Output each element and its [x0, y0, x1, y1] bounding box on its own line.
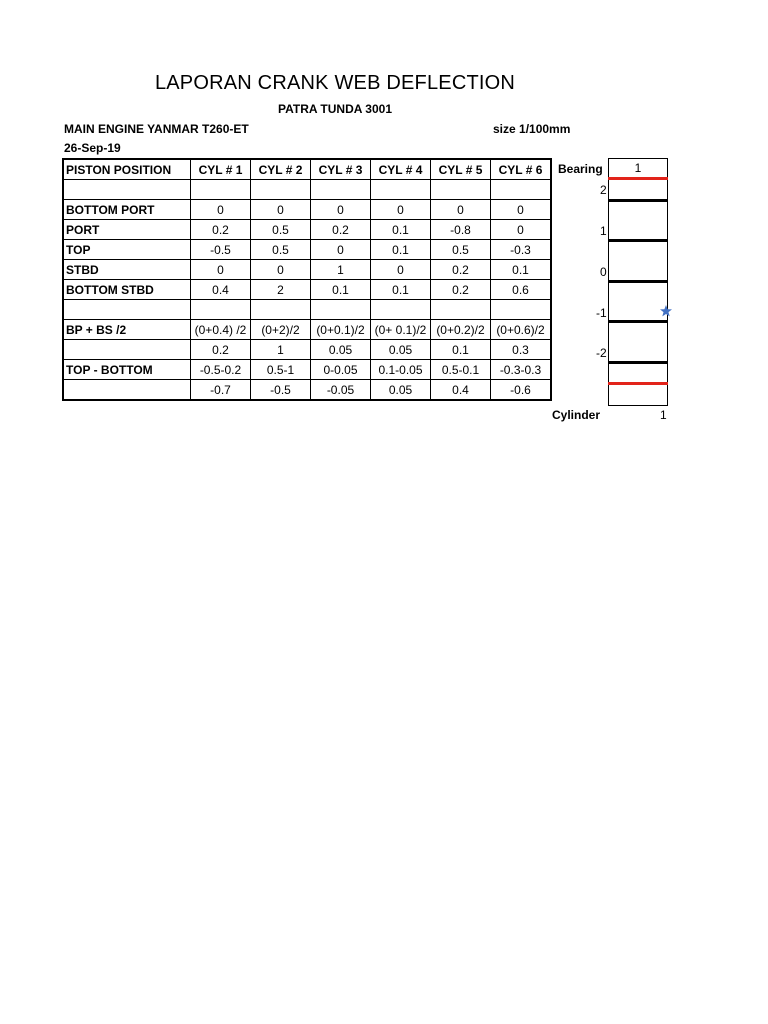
table-cell: 0.1	[371, 240, 431, 260]
table-cell: (0+0.2)/2	[431, 320, 491, 340]
table-cell	[311, 180, 371, 200]
vessel-name: PATRA TUNDA 3001	[277, 102, 393, 116]
table-cell: 0	[191, 260, 251, 280]
table-row	[63, 200, 551, 220]
table-cell: 0.5	[431, 240, 491, 260]
column-header: CYL # 1	[191, 159, 251, 180]
table-cell	[251, 180, 311, 200]
y-tick-label: 2	[600, 183, 607, 197]
table-row	[63, 180, 551, 200]
data-point-star-icon	[660, 305, 670, 317]
table-cell: 0.4	[191, 280, 251, 300]
cylinder-axis-value: 1	[660, 408, 667, 422]
table-cell: (0+2)/2	[251, 320, 311, 340]
red-limit-line-top	[608, 177, 668, 180]
cylinder-axis-label: Cylinder	[552, 408, 601, 422]
table-cell: 0.2	[191, 220, 251, 240]
table-cell: (0+0.6)/2	[491, 320, 552, 340]
table-cell	[311, 300, 371, 320]
row-label: BOTTOM PORT	[63, 200, 191, 220]
table-cell: 0.2	[191, 340, 251, 360]
table-row	[63, 300, 551, 320]
red-limit-line-bottom	[608, 382, 668, 385]
table-cell: -0.5-0.2	[191, 360, 251, 380]
table-cell: 0.1	[371, 280, 431, 300]
table-cell: 0.1-0.05	[371, 360, 431, 380]
grid-line	[608, 239, 668, 242]
deflection-chart-plot	[608, 178, 668, 406]
table-cell	[191, 180, 251, 200]
table-cell: 0.2	[311, 220, 371, 240]
report-title: LAPORAN CRANK WEB DEFLECTION	[154, 72, 516, 94]
table-cell: 0.05	[371, 380, 431, 401]
table-cell: 0	[191, 200, 251, 220]
table-cell: 0	[491, 200, 552, 220]
y-tick-label: -1	[596, 306, 607, 320]
table-cell	[431, 300, 491, 320]
table-row	[63, 260, 551, 280]
y-tick-label: 1	[600, 224, 607, 238]
table-cell	[371, 300, 431, 320]
table-cell: 0.1	[491, 260, 552, 280]
table-cell: 0-0.05	[311, 360, 371, 380]
table-cell: 0.6	[491, 280, 552, 300]
table-cell: 0	[431, 200, 491, 220]
table-cell: 2	[251, 280, 311, 300]
row-label: TOP	[63, 240, 191, 260]
row-label	[63, 180, 191, 200]
table-cell: 0.4	[431, 380, 491, 401]
table-row	[63, 360, 551, 380]
column-header: CYL # 4	[371, 159, 431, 180]
table-cell: 0.5	[251, 240, 311, 260]
report-date: 26-Sep-19	[64, 141, 121, 155]
table-cell: 0	[371, 200, 431, 220]
column-header: CYL # 2	[251, 159, 311, 180]
table-cell: (0+ 0.1)/2	[371, 320, 431, 340]
table-cell: 0	[311, 240, 371, 260]
column-header: CYL # 3	[311, 159, 371, 180]
table-cell: 0.3	[491, 340, 552, 360]
table-cell	[431, 180, 491, 200]
y-tick-label: -2	[596, 346, 607, 360]
table-cell: 0	[311, 200, 371, 220]
table-cell: 0.2	[431, 260, 491, 280]
table-cell: (0+0.1)/2	[311, 320, 371, 340]
table-cell: 1	[311, 260, 371, 280]
row-label	[63, 340, 191, 360]
table-cell: 0.2	[431, 280, 491, 300]
table-row	[63, 380, 551, 401]
row-label: TOP - BOTTOM	[63, 360, 191, 380]
table-cell	[191, 300, 251, 320]
table-header-row	[63, 159, 551, 180]
table-cell	[251, 300, 311, 320]
engine-label: MAIN ENGINE YANMAR T260-ET	[64, 122, 249, 136]
table-row	[63, 240, 551, 260]
column-header: PISTON POSITION	[63, 159, 191, 180]
table-cell: (0+0.4) /2	[191, 320, 251, 340]
table-cell: 0.5-0.1	[431, 360, 491, 380]
size-label: size 1/100mm	[493, 122, 571, 136]
row-label	[63, 380, 191, 401]
deflection-table	[62, 158, 552, 401]
table-cell: 1	[251, 340, 311, 360]
table-cell: -0.05	[311, 380, 371, 401]
table-cell: 0	[251, 200, 311, 220]
table-cell	[491, 180, 552, 200]
table-cell: 0.1	[431, 340, 491, 360]
table-row	[63, 320, 551, 340]
bearing-value: 1	[634, 161, 642, 175]
row-label: BP + BS /2	[63, 320, 191, 340]
table-cell: 0.5	[251, 220, 311, 240]
table-cell	[491, 300, 552, 320]
table-row	[63, 340, 551, 360]
table-cell: -0.3-0.3	[491, 360, 552, 380]
grid-line	[608, 361, 668, 364]
row-label: BOTTOM STBD	[63, 280, 191, 300]
bearing-value-box	[608, 158, 668, 178]
table-cell: -0.8	[431, 220, 491, 240]
table-cell: -0.5	[251, 380, 311, 401]
column-header: CYL # 6	[491, 159, 552, 180]
table-cell	[371, 180, 431, 200]
table-cell: 0	[491, 220, 552, 240]
bearing-label: Bearing	[558, 162, 603, 176]
column-header: CYL # 5	[431, 159, 491, 180]
table-cell: 0.05	[371, 340, 431, 360]
table-cell: -0.5	[191, 240, 251, 260]
table-cell: -0.7	[191, 380, 251, 401]
table-cell: -0.6	[491, 380, 552, 401]
table-cell: 0	[371, 260, 431, 280]
table-cell: 0.1	[371, 220, 431, 240]
table-cell: 0.05	[311, 340, 371, 360]
table-cell: 0.5-1	[251, 360, 311, 380]
row-label: PORT	[63, 220, 191, 240]
grid-line	[608, 280, 668, 283]
grid-line	[608, 199, 668, 202]
table-cell: 0.1	[311, 280, 371, 300]
row-label	[63, 300, 191, 320]
table-row	[63, 220, 551, 240]
y-tick-label: 0	[600, 265, 607, 279]
table-row	[63, 280, 551, 300]
table-cell: -0.3	[491, 240, 552, 260]
table-cell: 0	[251, 260, 311, 280]
row-label: STBD	[63, 260, 191, 280]
grid-line	[608, 320, 668, 323]
